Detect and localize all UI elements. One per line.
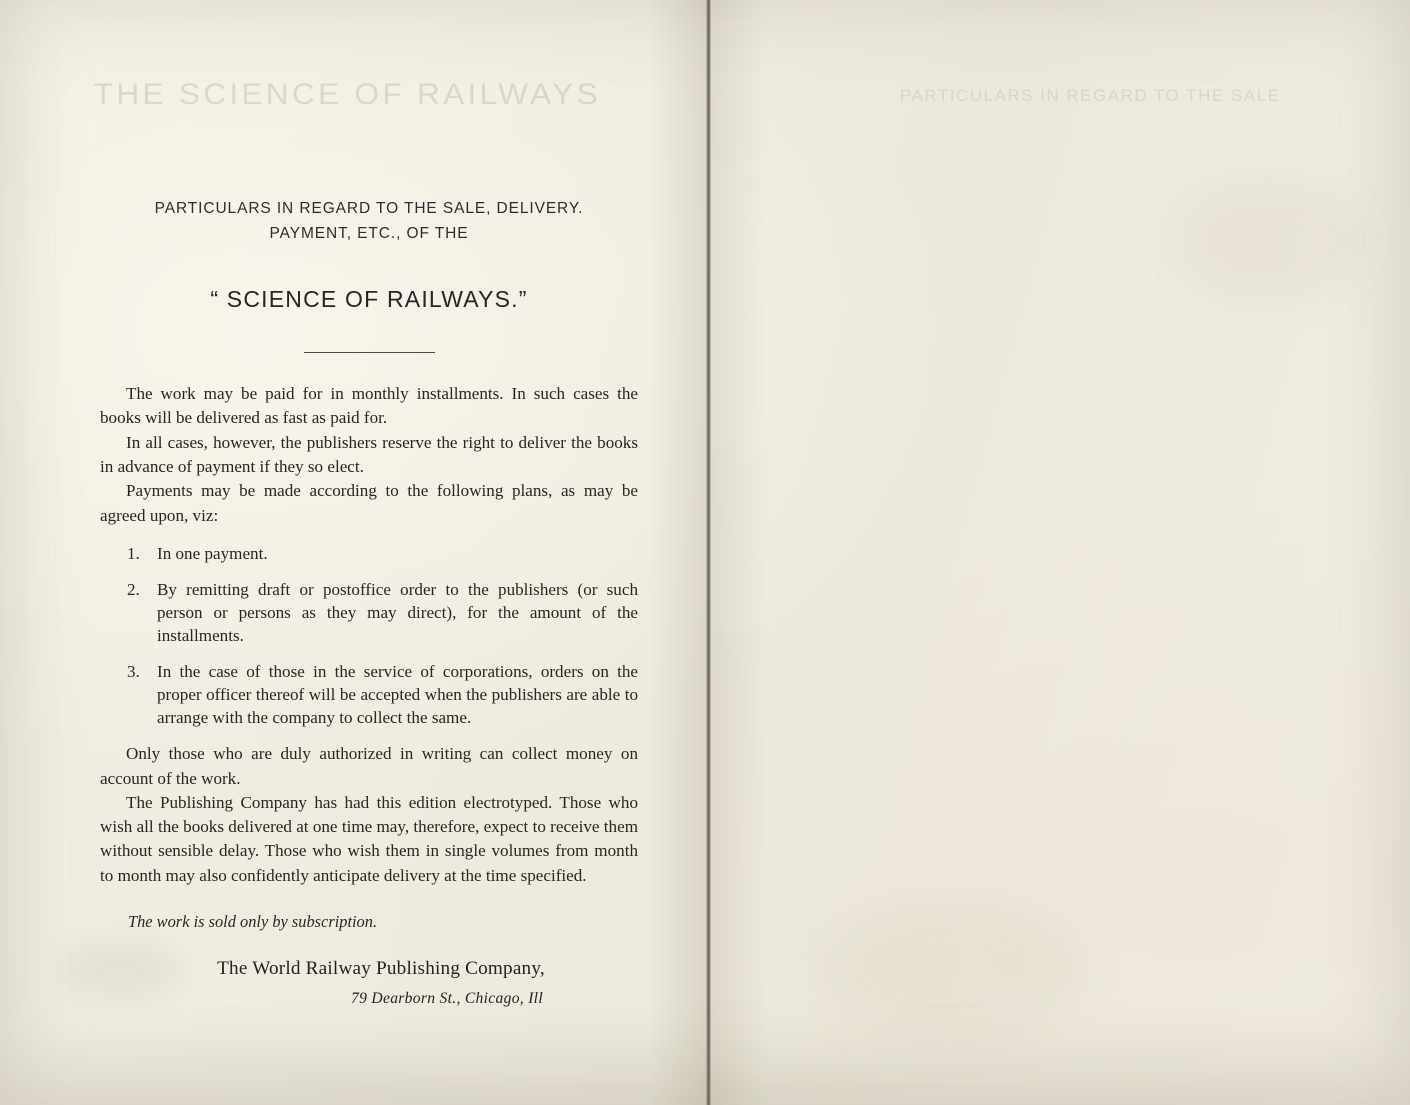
paragraph: The Publishing Company has had this edition electrotyped. Those who wish all the books delivered at one time may, therefore, expect to receive them without sensible delay. Those who wish them in single volumes from month to month may also confidently anticipate delivery at the time specified. — [100, 792, 638, 885]
heading-line-2: PAYMENT, ETC., OF THE — [269, 225, 469, 243]
list-item-text: By remitting draft or postoffice order to the publishers (or such person or persons as they may direct), for the amount of the installments. — [157, 579, 638, 645]
page-title: “ SCIENCE OF RAILWAYS.” — [210, 286, 528, 313]
list-item — [100, 578, 638, 647]
list-item — [100, 660, 638, 729]
list-item-number: 2. — [127, 579, 140, 599]
gutter-shadow-right — [711, 0, 767, 1105]
paragraph: The work may be paid for in monthly installments. In such cases the books will be delivered as fast as paid for. — [100, 384, 638, 428]
list-item-number: 3. — [127, 662, 140, 682]
body-text — [100, 382, 638, 1010]
bleed-through-text-right: PARTICULARS IN REGARD TO THE SALE — [900, 86, 1281, 105]
list-item-text: In one payment. — [157, 543, 268, 563]
horizontal-rule — [304, 352, 435, 353]
list-item — [100, 542, 638, 565]
subscription-note: The work is sold only by subscription. — [128, 911, 378, 931]
publisher-name: The World Railway Publishing Company, — [217, 958, 545, 980]
paragraph: Only those who are duly authorized in writing can collect money on account of the work. — [100, 744, 638, 788]
left-page-text-block — [100, 196, 638, 1011]
gutter-shadow-left — [648, 0, 708, 1105]
signature-block — [100, 955, 638, 1010]
payment-plans-list — [100, 542, 638, 729]
paragraph: In all cases, however, the publishers reserve the right to deliver the books in advance of payment if they so elect. — [100, 432, 638, 477]
page-heading — [100, 196, 638, 246]
paper-blotch — [1180, 180, 1360, 300]
list-item-text: In the case of those in the service of corporations, orders on the proper officer thereof will be accepted when the publishers are able to arrange with the company to collect the same. — [157, 662, 638, 728]
paragraph: Payments may be made according to the following plans, as may be agreed upon, viz: — [100, 481, 638, 525]
list-item-number: 1. — [127, 543, 140, 563]
heading-line-1: PARTICULARS IN REGARD TO THE SALE, DELIVERY. — [154, 200, 584, 217]
paper-blotch — [820, 900, 1080, 1040]
book-gutter — [706, 0, 711, 1105]
publisher-address: 79 Dearborn St., Chicago, Ill — [351, 990, 543, 1008]
bleed-through-text-left: THE SCIENCE OF RAILWAYS — [93, 78, 601, 111]
